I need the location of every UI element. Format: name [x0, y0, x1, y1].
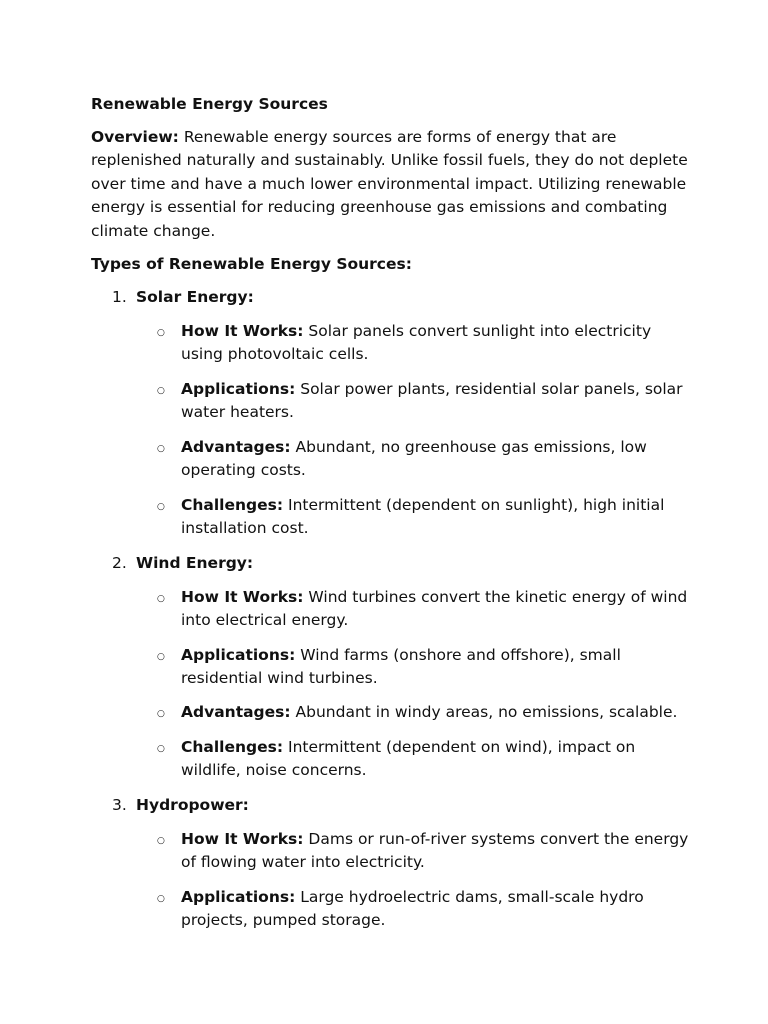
overview-paragraph	[91, 126, 691, 243]
section-solar-energy	[91, 286, 691, 540]
list-item	[91, 886, 691, 932]
document-title: Renewable Energy Sources	[91, 95, 328, 113]
item-label: How It Works:	[181, 587, 304, 606]
circle-bullet-icon: ○	[157, 651, 165, 662]
item-label: How It Works:	[181, 830, 304, 849]
circle-bullet-icon: ○	[157, 501, 165, 512]
item-label: Challenges:	[181, 495, 284, 514]
section-title: Solar Energy:	[136, 288, 254, 307]
section-heading	[91, 286, 691, 309]
item-label: Applications:	[181, 379, 296, 398]
section-number: 3.	[112, 796, 127, 815]
circle-bullet-icon: ○	[157, 709, 165, 720]
item-text: Wind turbines convert the kinetic energy of wind into electrical energy.	[181, 587, 688, 629]
circle-bullet-icon: ○	[157, 836, 165, 847]
circle-bullet-icon: ○	[157, 893, 165, 904]
section-title: Wind Energy:	[136, 553, 254, 572]
section-heading	[91, 794, 691, 817]
list-item	[91, 378, 691, 424]
item-label: Applications:	[181, 645, 296, 664]
list-item	[91, 736, 691, 782]
item-label: How It Works:	[181, 322, 304, 341]
section-heading	[91, 552, 691, 575]
section-wind-energy	[91, 552, 691, 783]
item-text: Abundant in windy areas, no emissions, scalable.	[290, 703, 678, 722]
circle-bullet-icon: ○	[157, 328, 165, 339]
circle-bullet-icon: ○	[157, 744, 165, 755]
item-text: Solar panels convert sunlight into electricity using photovoltaic cells.	[181, 322, 652, 364]
item-label: Advantages:	[181, 437, 291, 456]
section-title: Hydropower:	[136, 796, 249, 815]
item-text: Intermittent (dependent on wind), impact on wildlife, noise concerns.	[181, 738, 636, 780]
circle-bullet-icon: ○	[157, 443, 165, 454]
list-item	[91, 320, 691, 366]
overview-label: Overview:	[91, 128, 179, 146]
item-text: Large hydroelectric dams, small-scale hydro projects, pumped storage.	[181, 887, 644, 930]
circle-bullet-icon: ○	[157, 385, 165, 396]
item-text: Solar power plants, residential solar panels, solar water heaters.	[181, 379, 683, 422]
item-label: Applications:	[181, 887, 296, 906]
list-item	[91, 586, 691, 632]
item-text: Intermittent (dependent on sunlight), high initial installation cost.	[181, 495, 665, 537]
item-text: Dams or run-of-river systems convert the energy of flowing water into electricity.	[181, 830, 689, 872]
item-label: Advantages:	[181, 703, 291, 722]
list-item	[91, 436, 691, 482]
document-page	[91, 93, 691, 944]
list-item	[91, 644, 691, 690]
circle-bullet-icon: ○	[157, 593, 165, 604]
item-text: Wind farms (onshore and offshore), small residential wind turbines.	[181, 645, 621, 687]
list-item	[91, 494, 691, 540]
item-text: Abundant, no greenhouse gas emissions, low operating costs.	[181, 437, 647, 480]
section-hydropower	[91, 794, 691, 932]
item-label: Challenges:	[181, 738, 284, 757]
section-number: 1.	[112, 288, 127, 307]
list-item	[91, 701, 691, 724]
types-heading: Types of Renewable Energy Sources:	[91, 255, 412, 274]
section-number: 2.	[112, 553, 127, 572]
overview-text: Renewable energy sources are forms of energy that are replenished naturally and sustainably. Unlike fossil fuels, they do not deplete over time and have a much lower environmental impact. Utilizing renewable energy is essential for reducing greenhouse gas emissions and combating climate change.	[91, 128, 688, 240]
list-item	[91, 828, 691, 874]
